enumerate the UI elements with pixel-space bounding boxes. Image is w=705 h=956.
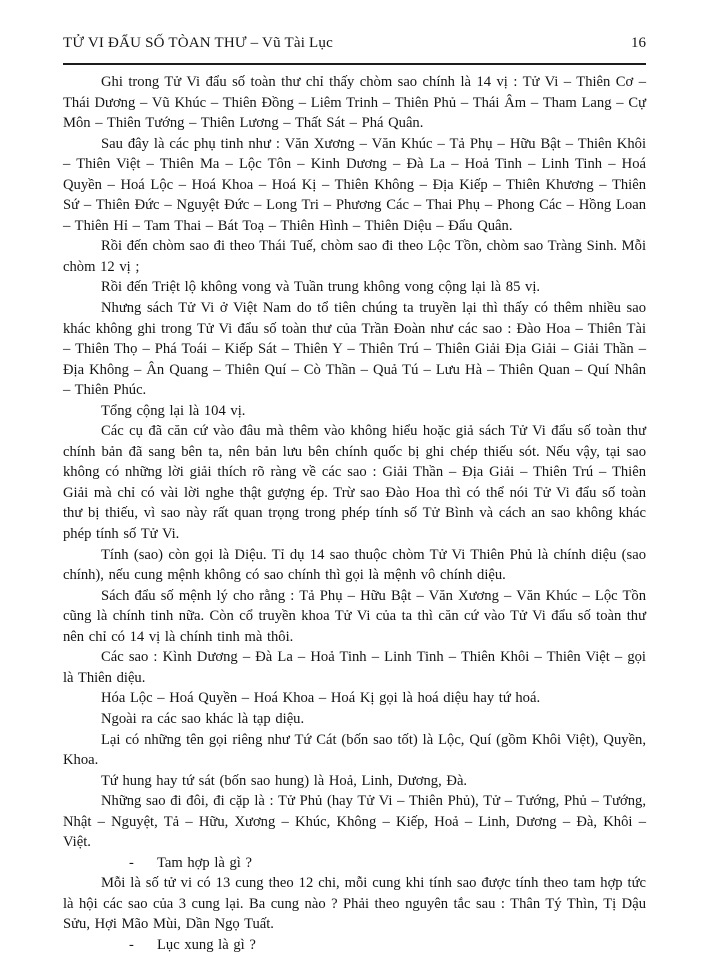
paragraph: Các sao : Kình Dương – Đà La – Hoả Tinh – Linh Tinh – Thiên Khôi – Thiên Việt – gọi là Thiên diệu. [63, 649, 646, 686]
paragraph: Mỗi là số tử vi có 13 cung theo 12 chi, mỗi cung khi tính sao được tính theo tam hợp tức là hội các sao của 3 cung lại. Ba cung nào ? Phải theo nguyên tắc sau : Thân Tý Thìn, Tị Dậu Sửu, Hợi Mão Mùi, Dần Ngọ Tuất. [63, 875, 646, 933]
paragraph: Sau đây là các phụ tinh như : Văn Xương – Văn Khúc – Tả Phụ – Hữu Bật – Thiên Khôi – Thiên Việt – Thiên Ma – Lộc Tôn – Kinh Dương – Đà La – Hoả Tinh – Linh Tinh – Hoá Quyền – Hoá Lộc – Hoá Khoa – Hoá Kị – Thiên Không – Địa Kiếp – Thiên Khương – Thiên Sứ – Thiên Đức – Nguyệt Đức – Long Tri – Phương Các – Thai Phụ – Phong Các – Hồng Loan – Thiên Hỉ – Tam Thai – Bát Toạ – Thiên Hình – Thiên Diệu – Đẩu Quân. [63, 135, 646, 234]
dash-marker: - [129, 854, 134, 871]
page-body [63, 72, 646, 956]
dash-marker: - [129, 936, 134, 953]
paragraph: Rồi đến Triệt lộ không vong và Tuần trung không vong cộng lại là 85 vị. [101, 279, 541, 296]
paragraph: Nhưng sách Tử Vi ở Việt Nam do tổ tiên chúng ta truyền lại thì thấy có thêm nhiều sao khác không ghi trong Tử Vi đẩu số toàn thư của Trần Đoàn như các sao : Đào Hoa – Thiên Tài – Thiên Thọ – Phá Toái – Kiếp Sát – Thiên Y – Thiên Trú – Thiên Giải Địa Giải – Giải Thần – Địa Không – Ân Quang – Thiên Quí – Cò Thần – Quả Tú – Lưu Hà – Thiên Quan – Quí Nhân – Thiên Phúc. [63, 300, 646, 399]
paragraph: Lại có những tên gọi riêng như Tứ Cát (bốn sao tốt) là Lộc, Quí (gồm Khôi Việt), Quyền, Khoa. [63, 731, 646, 769]
paragraph: Rồi đến chòm sao đi theo Thái Tuế, chòm sao đi theo Lộc Tồn, chòm sao Tràng Sinh. Mỗi chòm 12 vị ; [63, 238, 646, 275]
paragraph: Tổng cộng lại là 104 vị. [101, 402, 246, 419]
header-rule [63, 63, 646, 65]
paragraph: Tứ hung hay tứ sát (bốn sao hung) là Hoả, Linh, Dương, Đà. [101, 772, 468, 789]
dash-question-luc-xung [63, 935, 646, 956]
dash-question-label: Lục xung là gì ? [157, 936, 256, 953]
paragraph: Tính (sao) còn gọi là Diệu. Tỉ dụ 14 sao thuộc chòm Tử Vi Thiên Phủ là chính diệu (sao chính), nếu cung mệnh không có sao chính thì gọi là mệnh vô chính diệu. [63, 546, 646, 584]
paragraph: Những sao đi đôi, đi cặp là : Tử Phủ (hay Tử Vi – Thiên Phủ), Tử – Tướng, Phủ – Tướng, Nhật – Nguyệt, Tả – Hữu, Xương – Khúc, Không – Kiếp, Hoả – Linh, Dương – Đà, Khôi – Việt. [63, 793, 646, 851]
dash-question-tam-hop [63, 853, 646, 874]
paragraph: Hóa Lộc – Hoá Quyền – Hoá Khoa – Hoá Kị gọi là hoá diệu hay tứ hoá. [101, 690, 541, 707]
paragraph: Ghi trong Tử Vi đẩu số toàn thư chỉ thấy chòm sao chính là 14 vị : Tử Vi – Thiên Cơ – Thái Dương – Vũ Khúc – Thiên Đồng – Liêm Trinh – Thiên Phủ – Thái Âm – Tham Lang – Cự Môn – Thiên Tướng – Thiên Lương – Thất Sát – Phá Quân. [63, 74, 646, 132]
paragraph: Các cụ đã căn cứ vào đâu mà thêm vào không hiểu hoặc giả sách Tử Vi đẩu số toàn thư chính bản đã sang bên ta, nên bản lưu bên chính quốc bị ghi chép thiếu sót. Nếu vậy, tại sao không có những lời giải thích rõ ràng về các sao : Giải Thần – Địa Giải – Thiên Trú – Thiên Giải mà chỉ có vài lời nghe thật gượng ép. Trừ sao Đào Hoa thì có thể nói Tử Vi đẩu số toàn thư bị thiếu, vì sao này rất quan trọng trong phép tính số Tử Bình và cách an sao không khác phép tính số Tử Vi. [63, 423, 646, 543]
book-title: TỬ VI ĐẨU SỐ TÒAN THƯ – Vũ Tài Lục [63, 35, 333, 51]
paragraph: Sách đẩu số mệnh lý cho rằng : Tả Phụ – Hữu Bật – Văn Xương – Văn Khúc – Lộc Tồn cũng là chính tinh nữa. Còn cổ truyền khoa Tử Vi của ta thì căn cứ vào Tử Vi đẩu số toàn thư nên chỉ có 14 vị là chính tinh mà thôi. [63, 587, 646, 645]
paragraph: Ngoài ra các sao khác là tạp diệu. [101, 710, 305, 727]
dash-question-label: Tam hợp là gì ? [157, 854, 252, 871]
page-header [63, 34, 646, 52]
page-number: 16 [631, 35, 646, 51]
